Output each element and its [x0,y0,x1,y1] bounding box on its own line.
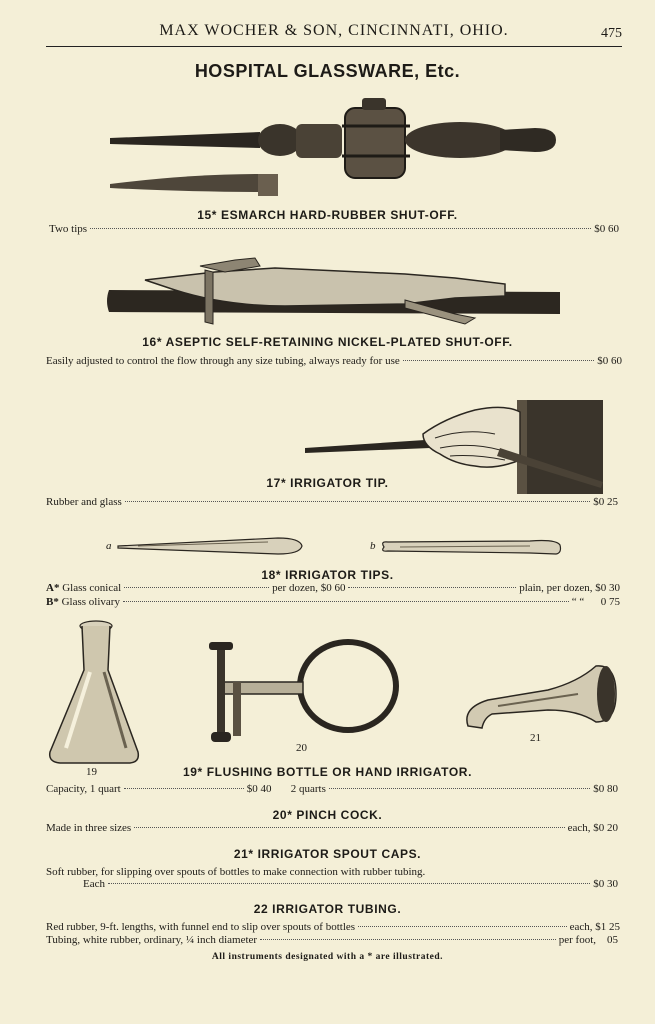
running-header [46,20,622,47]
item-16-price: $0 60 [597,355,622,367]
item-22-row-2 [46,934,618,946]
row-b-price: 0 75 [600,596,620,608]
item-17-price: $0 25 [593,496,618,508]
item-18-row-b [46,596,620,608]
item-15-price-line [49,223,619,235]
footnote: All instruments designated with a * are illustrated. [211,952,444,962]
flushing-bottle-illustration [46,620,142,766]
item-16-label: Easily adjusted to control the flow through any size tubing, always ready for use [46,355,400,367]
item-20-price: $0 20 [593,822,618,834]
aseptic-shutoff-illustration [105,252,565,332]
item-20-unit: each, [567,822,591,834]
row-a-label: Glass conical [62,582,122,594]
tip-b-label: b [370,540,376,552]
leader-dots [348,587,516,588]
item-21-price-line [83,878,618,890]
row-b-marker: B* [46,596,59,608]
item-19-label: Capacity, 1 quart [46,783,121,795]
leader-dots [329,788,590,789]
item-21-price: $0 30 [593,878,618,890]
item-19-heading: 19* FLUSHING BOTTLE OR HAND IRRIGATOR. [182,765,473,779]
item-19-price-line [46,783,618,795]
item-15-price: $0 60 [594,223,619,235]
row-a-price: $0 30 [595,582,620,594]
pinch-cock-illustration [205,638,400,746]
item-17-label: Rubber and glass [46,496,122,508]
item-19-label-2: 2 quarts [290,783,326,795]
leader-dots [124,788,244,789]
leader-dots [125,501,590,502]
figure-21-label: 21 [530,732,541,744]
row-b-label: Glass olivary [61,596,120,608]
tip-a-label: a [106,540,112,552]
item-21-desc: Soft rubber, for slipping over spouts of bottles to make connection with rubber tubing. [46,866,426,878]
item-18-row-a [46,582,620,594]
leader-dots [358,926,567,927]
item-19-price-2: $0 80 [593,783,618,795]
leader-dots [134,827,564,828]
item-22-heading: 22 IRRIGATOR TUBING. [253,902,402,916]
item-17-price-line [46,496,618,508]
item-15-heading: 15* ESMARCH HARD-RUBBER SHUT-OFF. [197,208,458,222]
item-22-row-1 [46,921,620,933]
row-a-mid: per dozen, $0 60 [272,582,346,594]
glass-olivary-tip-illustration [380,537,564,559]
leader-dots [123,601,569,602]
item-21-heading: 21* IRRIGATOR SPOUT CAPS. [233,847,422,861]
item-21-label: Each [83,878,105,890]
leader-dots [260,939,556,940]
page-number: 475 [601,26,622,41]
item-20-heading: 20* PINCH COCK. [272,808,383,822]
item-22-row-2-unit: per foot, [558,934,596,946]
leader-dots [90,228,591,229]
leader-dots [124,587,269,588]
leader-dots [108,883,590,884]
item-22-row-1-unit: each, [569,921,593,933]
item-22-row-1-price: $1 25 [595,921,620,933]
item-22-row-2-label: Tubing, white rubber, ordinary, ¼ inch diameter [46,934,258,946]
item-22-row-1-label: Red rubber, 9-ft. lengths, with funnel end to slip over spouts of bottles [46,921,356,933]
page-title: HOSPITAL GLASSWARE, Etc. [194,61,461,81]
item-20-price-line [46,822,618,834]
item-16-heading: 16* ASEPTIC SELF-RETAINING NICKEL-PLATED SHUT-OFF. [142,335,513,349]
item-17-heading: 17* IRRIGATOR TIP. [266,476,389,490]
item-19-price-1: $0 40 [246,783,272,795]
row-a-right-label: plain, per dozen, [519,582,593,594]
figure-20-label: 20 [296,742,307,754]
item-15-label: Two tips [49,223,88,235]
row-b-right-label: “ “ [571,596,585,608]
item-18-heading: 18* IRRIGATOR TIPS. [261,568,394,582]
esmarch-shutoff-illustration [110,96,560,200]
row-a-marker: A* [46,582,60,594]
leader-dots [403,360,595,361]
figure-19-label: 19 [86,766,97,778]
item-16-price-line [46,355,622,367]
spout-cap-illustration [458,660,618,732]
item-22-row-2-price: 05 [607,934,618,946]
glass-conical-tip-illustration [118,536,304,558]
item-20-label: Made in three sizes [46,822,132,834]
header-title: MAX WOCHER & SON, CINCINNATI, OHIO. [159,22,509,39]
